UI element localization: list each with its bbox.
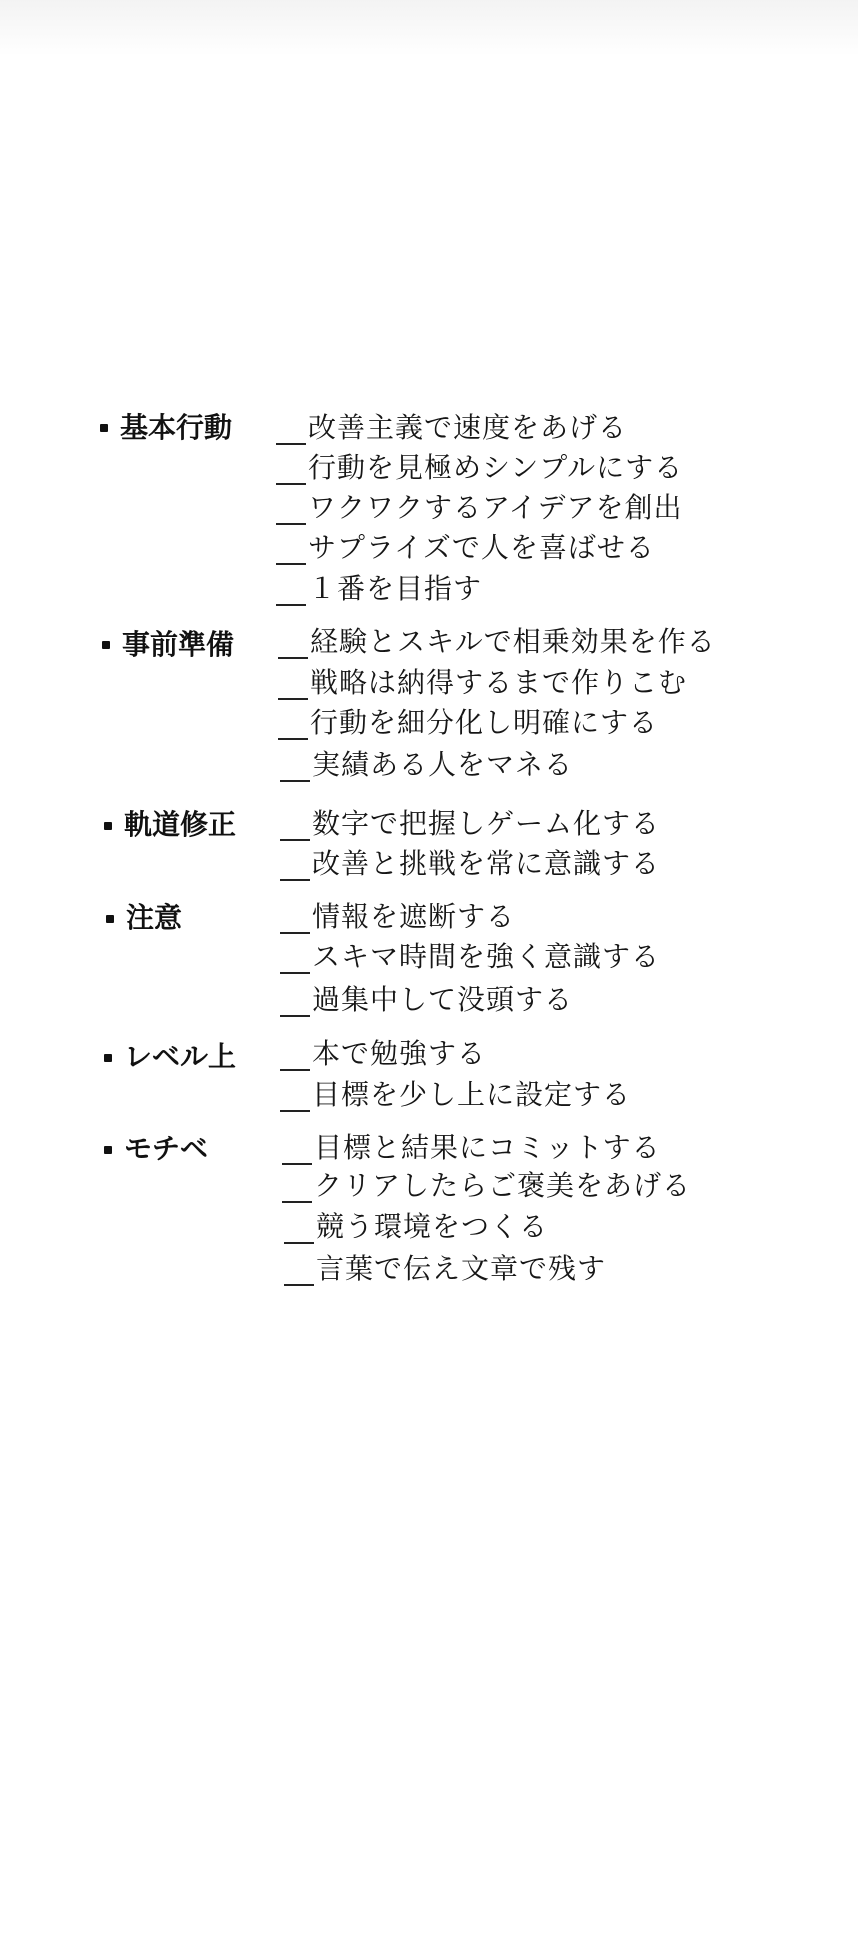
blank-line	[276, 443, 306, 445]
blank-line	[280, 932, 310, 934]
blank-line	[284, 1242, 314, 1244]
checklist-item: 改善と挑戦を常に意識する	[280, 846, 660, 886]
checklist-item: 行動を細分化し明確にする	[278, 705, 658, 745]
blank-line	[276, 523, 306, 525]
blank-line	[278, 698, 308, 700]
bullet-icon	[104, 822, 112, 830]
section-heading: 注意	[126, 901, 183, 934]
blank-line	[282, 1201, 312, 1203]
blank-line	[276, 563, 306, 565]
checklist-item: 戦略は納得するまで作りこむ	[278, 665, 687, 705]
checklist-item: スキマ時間を強く意識する	[280, 939, 660, 979]
checklist-item: クリアしたらご褒美をあげる	[282, 1168, 691, 1208]
bullet-icon	[102, 641, 110, 649]
bullet-icon	[100, 424, 108, 432]
bullet-icon	[104, 1054, 112, 1062]
bullet-icon	[106, 915, 114, 923]
checklist-item: １番を目指す	[276, 571, 482, 611]
checklist-item: 本で勉強する	[280, 1036, 486, 1076]
blank-line	[280, 1069, 310, 1071]
checklist-item: 行動を見極めシンプルにする	[276, 450, 683, 490]
blank-line	[276, 604, 306, 606]
section-heading: レベル上	[124, 1040, 237, 1073]
blank-line	[280, 972, 310, 974]
checklist-item: サプライズで人を喜ばせる	[276, 530, 655, 570]
section-heading: 軌道修正	[124, 808, 237, 841]
blank-line	[278, 657, 308, 659]
checklist-item: 目標と結果にコミットする	[282, 1130, 661, 1170]
checklist-item: 過集中して没頭する	[280, 982, 573, 1022]
checklist-item: 言葉で伝え文章で残す	[284, 1251, 606, 1291]
checklist-item: 経験とスキルで相乗効果を作る	[278, 624, 716, 664]
blank-line	[284, 1284, 314, 1286]
blank-line	[280, 879, 310, 881]
checklist-item: 実績ある人をマネる	[280, 747, 573, 787]
section-heading: 事前準備	[122, 628, 235, 661]
blank-line	[280, 1015, 310, 1017]
blank-line	[278, 738, 308, 740]
checklist-item: 競う環境をつくる	[284, 1209, 548, 1249]
blank-line	[282, 1163, 312, 1165]
checklist-item: 情報を遮断する	[280, 899, 515, 939]
checklist-item: 目標を少し上に設定する	[280, 1077, 631, 1117]
blank-line	[276, 483, 306, 485]
checklist-item: 改善主義で速度をあげる	[276, 410, 627, 450]
checklist-item: 数字で把握しゲーム化する	[280, 806, 660, 846]
section-heading: 基本行動	[120, 411, 233, 444]
blank-line	[280, 1110, 310, 1112]
blank-line	[280, 839, 310, 841]
section-heading: モチベ	[124, 1132, 209, 1165]
checklist-item: ワクワクするアイデアを創出	[276, 490, 682, 530]
blank-line	[280, 780, 310, 782]
bullet-icon	[104, 1146, 112, 1154]
